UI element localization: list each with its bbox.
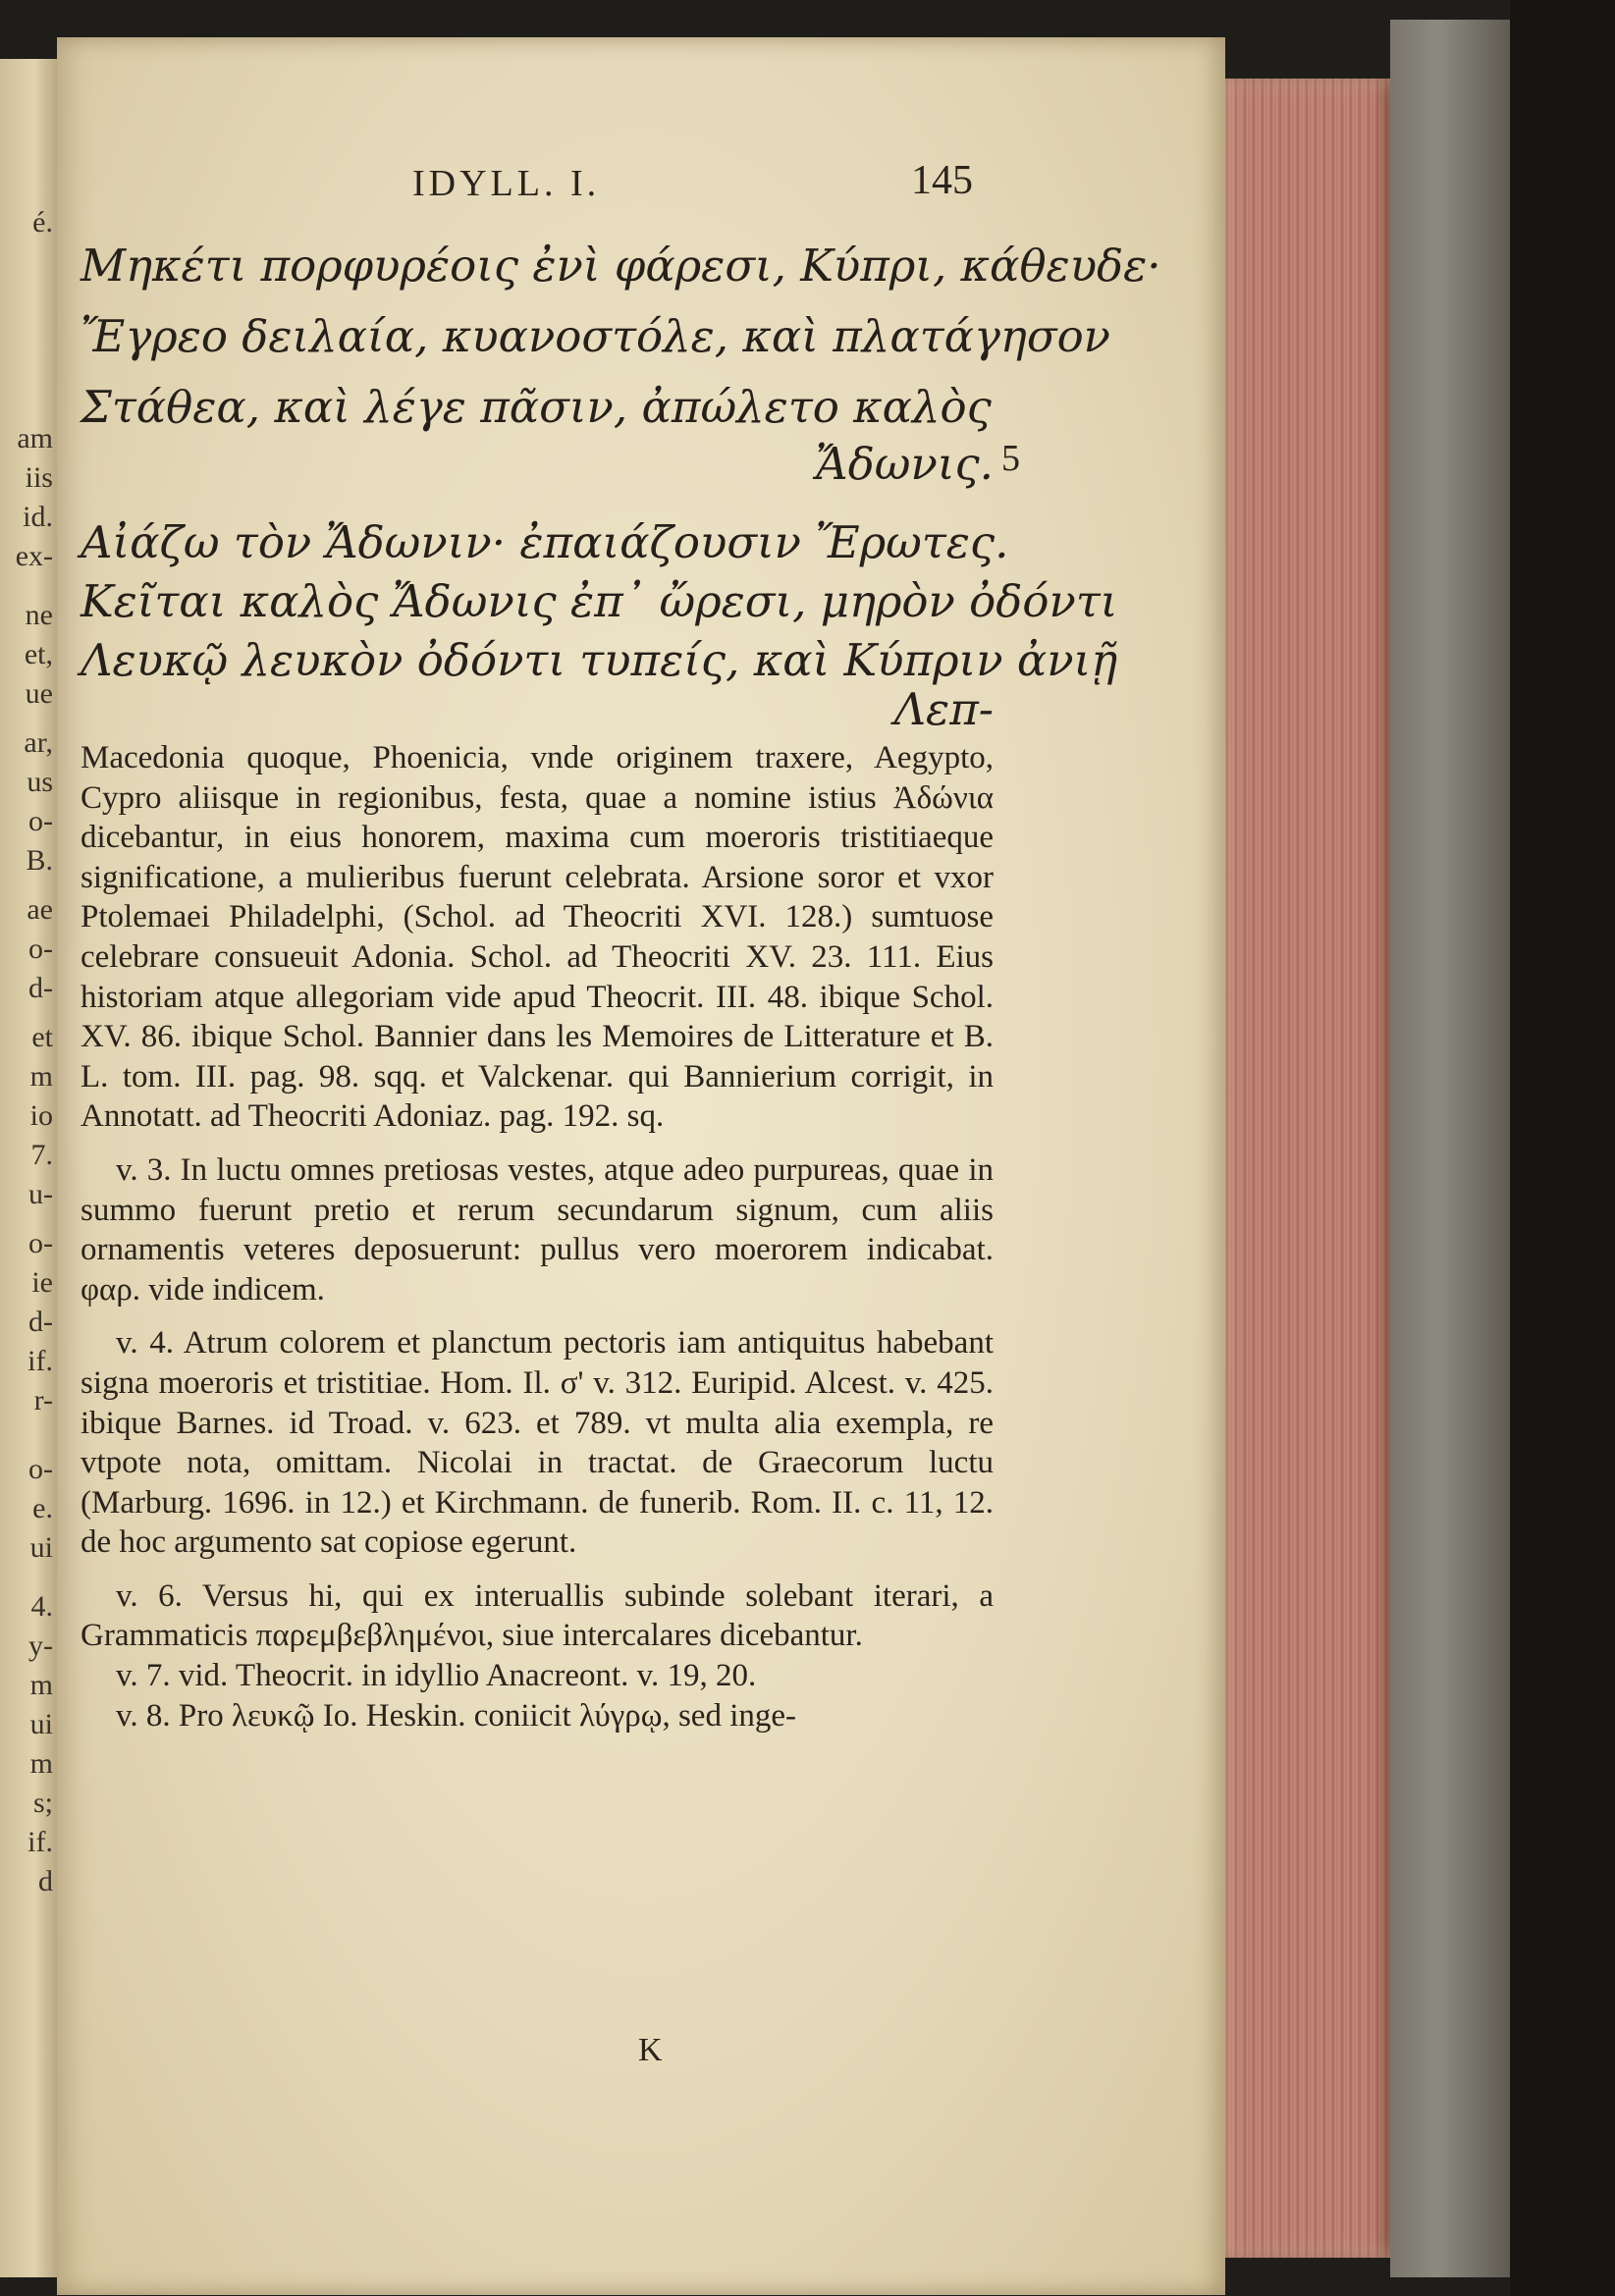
greek-verse-line: Μηκέτι πορφυρέοις ἐνὶ φάρεσι, Κύπρι, κάθευδε· — [81, 240, 1161, 292]
note-paragraph: Macedonia quoque, Phoenicia, vnde originem traxere, Aegypto, Cypro aliisque in regionibus, festa, quae a nomine istius Ἀδώνια dicebantur, in eius honorem, maxima cum moeroris tristitiaeque significatione, a mulieribus fuerunt celebrata. Arsione soror et vxor Ptolemaei Philadelphi, (Schol. ad Theocriti XVI. 128.) sumtuose celebrare consueuit Adonia. Schol. ad Theocriti XV. 23. 111. Eius historiam atque allegoriam vide apud Theocrit. III. 48. ibique Schol. XV. 86. ibique Schol. Bannier dans les Memoires de Litterature et B. L. tom. III. pag. 98. sqq. et Valckenar. qui Bannierium corrigit, in Annotatt. ad Theocriti Adoniaz. pag. 192. sq. — [81, 740, 994, 1135]
left-fragment: d- — [28, 972, 53, 1004]
left-fragment: et — [31, 1021, 53, 1053]
greek-verse-line: Λευκῷ λευκὸν ὀδόντι τυπείς, καὶ Κύπριν ἀνιῇ — [81, 634, 1118, 686]
left-fragment: us — [27, 766, 53, 798]
left-fragment: ie — [31, 1266, 53, 1299]
left-fragment: 7. — [30, 1139, 53, 1171]
left-fragment: id. — [23, 501, 53, 533]
background-right — [1510, 0, 1615, 2296]
page-block-edges — [1204, 79, 1390, 2258]
left-fragment: if. — [27, 1345, 53, 1377]
left-fragment: ue — [25, 677, 53, 710]
running-head: IDYLL. I. — [412, 163, 601, 204]
left-fragment: iis — [25, 461, 53, 494]
book-cover — [1390, 20, 1510, 2277]
left-fragment: ar, — [24, 726, 53, 759]
left-fragment: o- — [28, 1227, 53, 1259]
note-paragraph: v. 6. Versus hi, qui ex interuallis subinde solebant iterari, a Grammaticis παρεμβεβλημένοι, siue intercalares dicebantur. — [81, 1577, 994, 1654]
commentary-notes — [81, 738, 994, 1735]
greek-verse-line: Ἄδωνις. — [815, 438, 994, 490]
left-fragment: u- — [28, 1178, 53, 1210]
left-fragment: m — [29, 1747, 53, 1780]
left-fragment: 4. — [30, 1590, 53, 1623]
greek-verse-line: Ἔγρεο δειλαία, κυανοστόλε, καὶ πλατάγησον — [81, 310, 1111, 362]
left-fragment: o- — [28, 805, 53, 837]
left-fragment: o- — [28, 933, 53, 965]
left-fragment: B. — [26, 844, 53, 877]
left-fragment: ui — [29, 1531, 53, 1564]
left-fragment: am — [17, 422, 53, 454]
note-paragraph: v. 4. Atrum colorem et planctum pectoris iam antiquitus habebant signa moeroris et tristitiae. Hom. Il. σ' v. 312. Euripid. Alcest. v. 425. ibique Barnes. id Troad. v. 623. et 789. vt multa alia exempla, re vtpote nota, omittam. Nicolai in tractat. de Graecorum luctu (Marburg. 1696. in 12.) et Kirchmann. de funerib. Rom. II. c. 11, 12. de hoc argumento sat copiose egerunt. — [81, 1325, 994, 1561]
left-fragment: if. — [27, 1826, 53, 1858]
left-fragment: m — [29, 1060, 53, 1093]
left-fragment: ae — [27, 893, 53, 926]
left-fragment: y- — [28, 1629, 53, 1662]
note-paragraph: v. 7. vid. Theocrit. in idyllio Anacreont. v. 19, 20. — [116, 1658, 757, 1694]
page-number: 145 — [911, 158, 973, 203]
left-fragment: ne — [25, 599, 53, 631]
left-fragment: é. — [32, 206, 53, 239]
left-fragment: s; — [32, 1787, 53, 1819]
note-paragraph: v. 8. Pro λευκῷ Io. Heskin. coniicit λύγρῳ, sed inge- — [116, 1697, 796, 1734]
greek-verse-line: Κεῖται καλὸς Ἄδωνις ἐπ᾽ ὤρεσι, μηρὸν ὀδόντι — [81, 575, 1118, 627]
left-fragment: m — [29, 1669, 53, 1701]
left-fragment: e. — [32, 1492, 53, 1524]
left-fragment: ui — [29, 1708, 53, 1740]
greek-verse-line: Λεπ- — [893, 683, 994, 735]
left-fragment: ex- — [15, 540, 53, 572]
left-fragment: r- — [33, 1384, 53, 1416]
left-fragment: d — [38, 1865, 53, 1897]
greek-verse-line: Στάθεα, καὶ λέγε πᾶσιν, ἀπώλετο καλὸς — [81, 381, 992, 433]
catchword: K — [638, 2032, 663, 2068]
left-page-edge — [0, 59, 57, 2277]
left-fragment: o- — [28, 1453, 53, 1485]
verse-line-number: 5 — [1001, 438, 1020, 479]
left-fragment: io — [29, 1099, 53, 1132]
greek-verse-line: Αἰάζω τὸν Ἄδωνιν· ἐπαιάζουσιν Ἔρωτες. — [81, 516, 1009, 568]
left-fragment: d- — [28, 1306, 53, 1338]
note-paragraph: v. 3. In luctu omnes pretiosas vestes, atque adeo purpureas, quae in summo fuerunt pretio et rerum secundarum signum, cum aliis ornamentis veteres deposuerunt: pullus vero moerorem indicabat. φαρ. vide indicem. — [81, 1151, 994, 1308]
left-fragment: et, — [24, 638, 53, 670]
